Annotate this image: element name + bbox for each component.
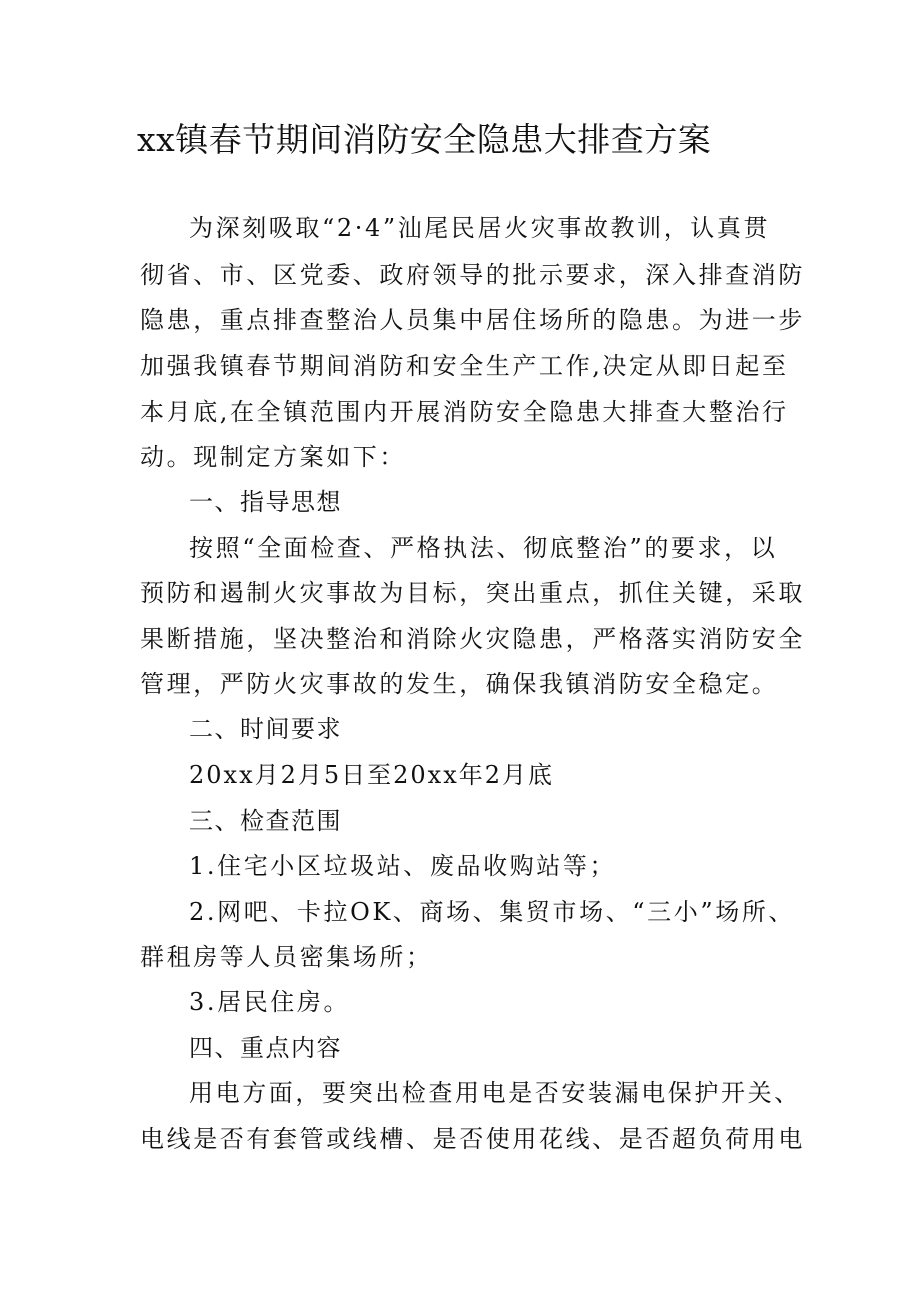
paragraph-line: 彻省、市、区党委、政府领导的批示要求，深入排查消防 (140, 261, 805, 289)
list-item: 3.居民住房。 (189, 988, 351, 1016)
paragraph-line: 电线是否有套管或线槽、是否使用花线、是否超负荷用电 (140, 1125, 805, 1153)
section-heading: 二、时间要求 (189, 715, 342, 743)
paragraph-line: 动。现制定方案如下： (140, 443, 406, 471)
section-heading: 一、指导思想 (189, 488, 342, 516)
paragraph-line: 为深刻吸取“2·4”汕尾民居火灾事故教训，认真贯 (189, 214, 771, 242)
paragraph-line: 按照“全面检查、严格执法、彻底整治”的要求，以 (189, 534, 778, 562)
document-title: xx镇春节期间消防安全隐患大排查方案 (137, 120, 712, 159)
paragraph-line: 隐患，重点排查整治人员集中居住场所的隐患。为进一步 (140, 306, 805, 334)
list-item: 2.网吧、卡拉OK、商场、集贸市场、“三小”场所、 (189, 898, 796, 926)
paragraph-line: 预防和遏制火灾事故为目标，突出重点，抓住关键，采取 (140, 579, 805, 607)
paragraph-line: 加强我镇春节期间消防和安全生产工作,决定从即日起至 (140, 352, 789, 380)
list-item: 1.住宅小区垃圾站、废品收购站等； (189, 852, 617, 880)
list-item: 群租房等人员密集场所； (140, 943, 433, 971)
section-heading: 三、检查范围 (189, 807, 342, 835)
paragraph-line: 管理，严防火灾事故的发生，确保我镇消防安全稳定。 (140, 670, 779, 698)
paragraph-line: 用电方面，要突出检查用电是否安装漏电保护开关、 (189, 1079, 801, 1107)
paragraph-line: 果断措施，坚决整治和消除火灾隐患，严格落实消防安全 (140, 625, 805, 653)
paragraph-line: 20xx月2月5日至20xx年2月底 (189, 761, 555, 789)
section-heading: 四、重点内容 (189, 1034, 342, 1062)
paragraph-line: 本月底,在全镇范围内开展消防安全隐患大排查大整治行 (140, 398, 789, 426)
